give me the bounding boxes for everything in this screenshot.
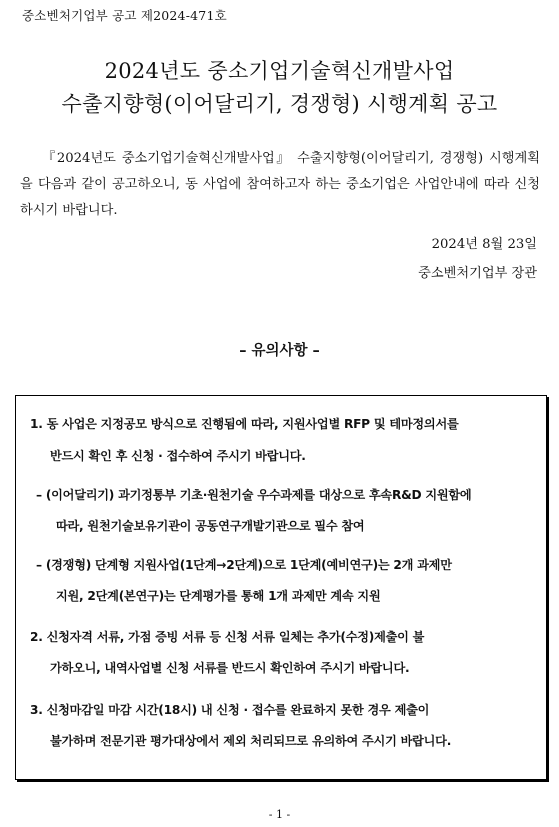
note-1-sub-1-line-1: – (이어달리기) 과기정통부 기초·원천기술 우수과제를 대상으로 후속R&D 지원함에 xyxy=(36,488,472,502)
document-title-line-2: 수출지향형(이어달리기, 경쟁형) 시행계획 공고 xyxy=(61,92,498,116)
note-3-line-1: 3. 신청마감일 마감 시간(18시) 내 신청 · 접수를 완료하지 못한 경우 제출이 xyxy=(30,703,430,717)
note-1-line-2: 반드시 확인 후 신청 · 접수하여 주시기 바랍니다. xyxy=(50,449,306,463)
issuer: 중소벤처기업부 장관 xyxy=(418,266,537,281)
notes-box xyxy=(15,395,547,780)
note-2-line-1: 2. 신청자격 서류, 가점 증빙 서류 등 신청 서류 일체는 추가(수정)제출이 불 xyxy=(30,630,425,644)
notice-number: 중소벤처기업부 공고 제2024-471호 xyxy=(22,8,227,23)
note-1-sub-2-line-2: 지원, 2단계(본연구)는 단계평가를 통해 1개 과제만 계속 지원 xyxy=(56,589,381,603)
notes-title: – 유의사항 – xyxy=(239,343,320,359)
page-number: - 1 - xyxy=(268,808,291,821)
note-1-sub-2-line-1: – (경쟁형) 단계형 지원사업(1단계→2단계)으로 1단계(예비연구)는 2개 과제만 xyxy=(36,558,452,572)
announcement-paragraph: 『2024년도 중소기업기술혁신개발사업』 수출지향형(이어달리기, 경쟁형) 시행계획을 다음과 같이 공고하오니, 동 사업에 참여하고자 하는 중소기업은 사업안내에 따라 신청하시기 바랍니다. xyxy=(20,151,540,218)
note-1-line-1: 1. 동 사업은 지정공모 방식으로 진행됨에 따라, 지원사업별 RFP 및 테마정의서를 xyxy=(30,417,459,431)
note-3-line-2: 불가하며 전문기관 평가대상에서 제외 처리되므로 유의하여 주시기 바랍니다. xyxy=(50,734,452,748)
announcement-date: 2024년 8월 23일 xyxy=(431,237,537,252)
note-1-sub-1-line-2: 따라, 원천기술보유기관이 공동연구개발기관으로 필수 참여 xyxy=(56,519,365,533)
note-2-line-2: 가하오니, 내역사업별 신청 서류를 반드시 확인하여 주시기 바랍니다. xyxy=(50,661,410,675)
document-title-line-1: 2024년도 중소기업기술혁신개발사업 xyxy=(104,59,455,83)
